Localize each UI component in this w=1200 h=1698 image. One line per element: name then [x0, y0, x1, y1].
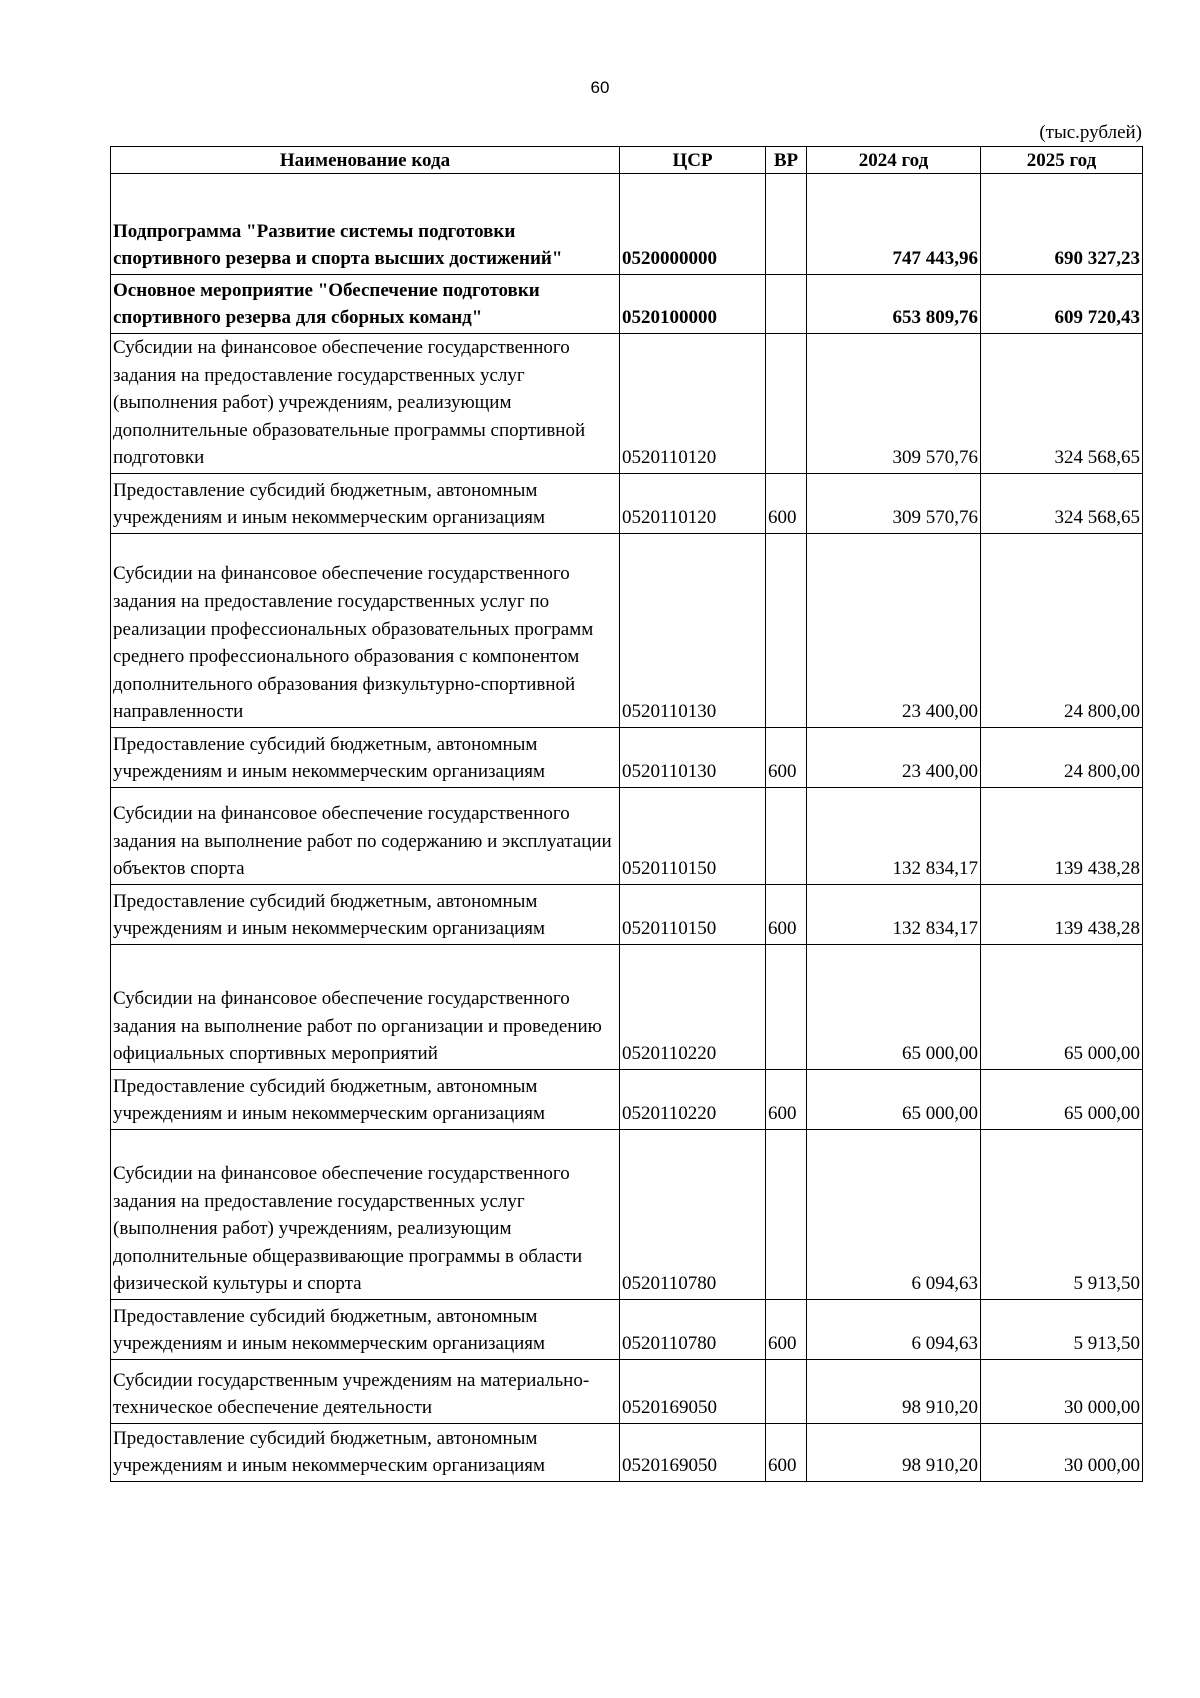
row-name: Предоставление субсидий бюджетным, автономным учреждениям и иным некоммерческим организациям: [111, 884, 620, 944]
row-csr: 0520110150: [620, 787, 766, 884]
row-value-2025: 690 327,23: [981, 174, 1143, 275]
row-value-2024: 309 570,76: [807, 334, 981, 474]
table-row: [111, 1299, 1143, 1359]
row-value-2024: 65 000,00: [807, 944, 981, 1069]
row-value-2024: 98 910,20: [807, 1359, 981, 1423]
table-row: [111, 533, 1143, 727]
row-vr: [766, 533, 807, 727]
row-csr: 0520110220: [620, 1069, 766, 1129]
row-vr: 600: [766, 1299, 807, 1359]
table-row: [111, 1359, 1143, 1423]
row-name: Предоставление субсидий бюджетным, автономным учреждениям и иным некоммерческим организациям: [111, 1423, 620, 1481]
row-csr: 0520110130: [620, 727, 766, 787]
row-name: Субсидии на финансовое обеспечение государственного задания на выполнение работ по организации и проведению официальных спортивных мероприятий: [111, 944, 620, 1069]
table-row: [111, 174, 1143, 275]
header-vr: ВР: [766, 147, 807, 174]
row-value-2024: 132 834,17: [807, 787, 981, 884]
row-csr: 0520000000: [620, 174, 766, 275]
row-csr: 0520110220: [620, 944, 766, 1069]
row-vr: 600: [766, 1069, 807, 1129]
page-number: 60: [590, 78, 610, 97]
row-name: Предоставление субсидий бюджетным, автономным учреждениям и иным некоммерческим организациям: [111, 727, 620, 787]
row-value-2024: 309 570,76: [807, 473, 981, 533]
header-2025: 2025 год: [981, 147, 1143, 174]
row-csr: 0520110780: [620, 1129, 766, 1299]
row-csr: 0520110130: [620, 533, 766, 727]
row-vr: [766, 334, 807, 474]
row-vr: 600: [766, 884, 807, 944]
row-vr: [766, 787, 807, 884]
row-value-2025: 65 000,00: [981, 1069, 1143, 1129]
header-name: Наименование кода: [111, 147, 620, 174]
row-name: Субсидии на финансовое обеспечение государственного задания на выполнение работ по содержанию и эксплуатации объектов спорта: [111, 787, 620, 884]
row-value-2024: 65 000,00: [807, 1069, 981, 1129]
row-vr: [766, 1359, 807, 1423]
table-body: [111, 174, 1143, 1482]
row-vr: [766, 275, 807, 334]
row-value-2024: 98 910,20: [807, 1423, 981, 1481]
row-value-2025: 5 913,50: [981, 1129, 1143, 1299]
row-name: Субсидии на финансовое обеспечение государственного задания на предоставление государственных услуг по реализации профессиональных образовательных программ среднего профессионального образования с компонентом дополнительного образования физкультурно-спортивной направленности: [111, 533, 620, 727]
header-csr: ЦСР: [620, 147, 766, 174]
row-value-2025: 324 568,65: [981, 473, 1143, 533]
row-value-2025: 65 000,00: [981, 944, 1143, 1069]
table-row: [111, 1069, 1143, 1129]
row-name: Предоставление субсидий бюджетным, автономным учреждениям и иным некоммерческим организациям: [111, 1299, 620, 1359]
row-vr: [766, 174, 807, 275]
table-row: [111, 944, 1143, 1069]
table-row: [111, 1423, 1143, 1481]
table-row: [111, 727, 1143, 787]
table-row: [111, 334, 1143, 474]
row-value-2025: 24 800,00: [981, 727, 1143, 787]
table-row: [111, 473, 1143, 533]
table-row: [111, 1129, 1143, 1299]
table-row: [111, 787, 1143, 884]
row-value-2024: 23 400,00: [807, 533, 981, 727]
row-vr: 600: [766, 473, 807, 533]
row-value-2024: 23 400,00: [807, 727, 981, 787]
row-value-2025: 324 568,65: [981, 334, 1143, 474]
row-csr: 0520110150: [620, 884, 766, 944]
table-header-row: [111, 147, 1143, 174]
budget-table: [110, 146, 1143, 1482]
row-csr: 0520100000: [620, 275, 766, 334]
row-name: Субсидии государственным учреждениям на материально-техническое обеспечение деятельности: [111, 1359, 620, 1423]
row-value-2024: 653 809,76: [807, 275, 981, 334]
row-value-2025: 139 438,28: [981, 787, 1143, 884]
row-vr: 600: [766, 727, 807, 787]
row-csr: 0520169050: [620, 1359, 766, 1423]
row-name: Подпрограмма "Развитие системы подготовки спортивного резерва и спорта высших достижений": [111, 174, 620, 275]
table-row: [111, 275, 1143, 334]
row-vr: [766, 1129, 807, 1299]
row-name: Субсидии на финансовое обеспечение государственного задания на предоставление государственных услуг (выполнения работ) учреждениям, реализующим дополнительные образовательные программы спортивной подготовки: [111, 334, 620, 474]
row-value-2024: 6 094,63: [807, 1129, 981, 1299]
row-value-2024: 132 834,17: [807, 884, 981, 944]
row-value-2025: 24 800,00: [981, 533, 1143, 727]
row-vr: [766, 944, 807, 1069]
row-value-2025: 609 720,43: [981, 275, 1143, 334]
header-2024: 2024 год: [807, 147, 981, 174]
row-value-2025: 30 000,00: [981, 1423, 1143, 1481]
row-csr: 0520169050: [620, 1423, 766, 1481]
row-name: Предоставление субсидий бюджетным, автономным учреждениям и иным некоммерческим организациям: [111, 473, 620, 533]
row-value-2025: 5 913,50: [981, 1299, 1143, 1359]
row-name: Основное мероприятие "Обеспечение подготовки спортивного резерва для сборных команд": [111, 275, 620, 334]
row-csr: 0520110120: [620, 473, 766, 533]
row-vr: 600: [766, 1423, 807, 1481]
row-csr: 0520110120: [620, 334, 766, 474]
row-name: Субсидии на финансовое обеспечение государственного задания на предоставление государственных услуг (выполнения работ) учреждениям, реализующим дополнительные общеразвивающие программы в области физической культуры и спорта: [111, 1129, 620, 1299]
units-label: (тыс.рублей): [1039, 122, 1142, 143]
row-value-2025: 30 000,00: [981, 1359, 1143, 1423]
row-name: Предоставление субсидий бюджетным, автономным учреждениям и иным некоммерческим организациям: [111, 1069, 620, 1129]
row-value-2025: 139 438,28: [981, 884, 1143, 944]
row-value-2024: 6 094,63: [807, 1299, 981, 1359]
table-row: [111, 884, 1143, 944]
row-value-2024: 747 443,96: [807, 174, 981, 275]
row-csr: 0520110780: [620, 1299, 766, 1359]
